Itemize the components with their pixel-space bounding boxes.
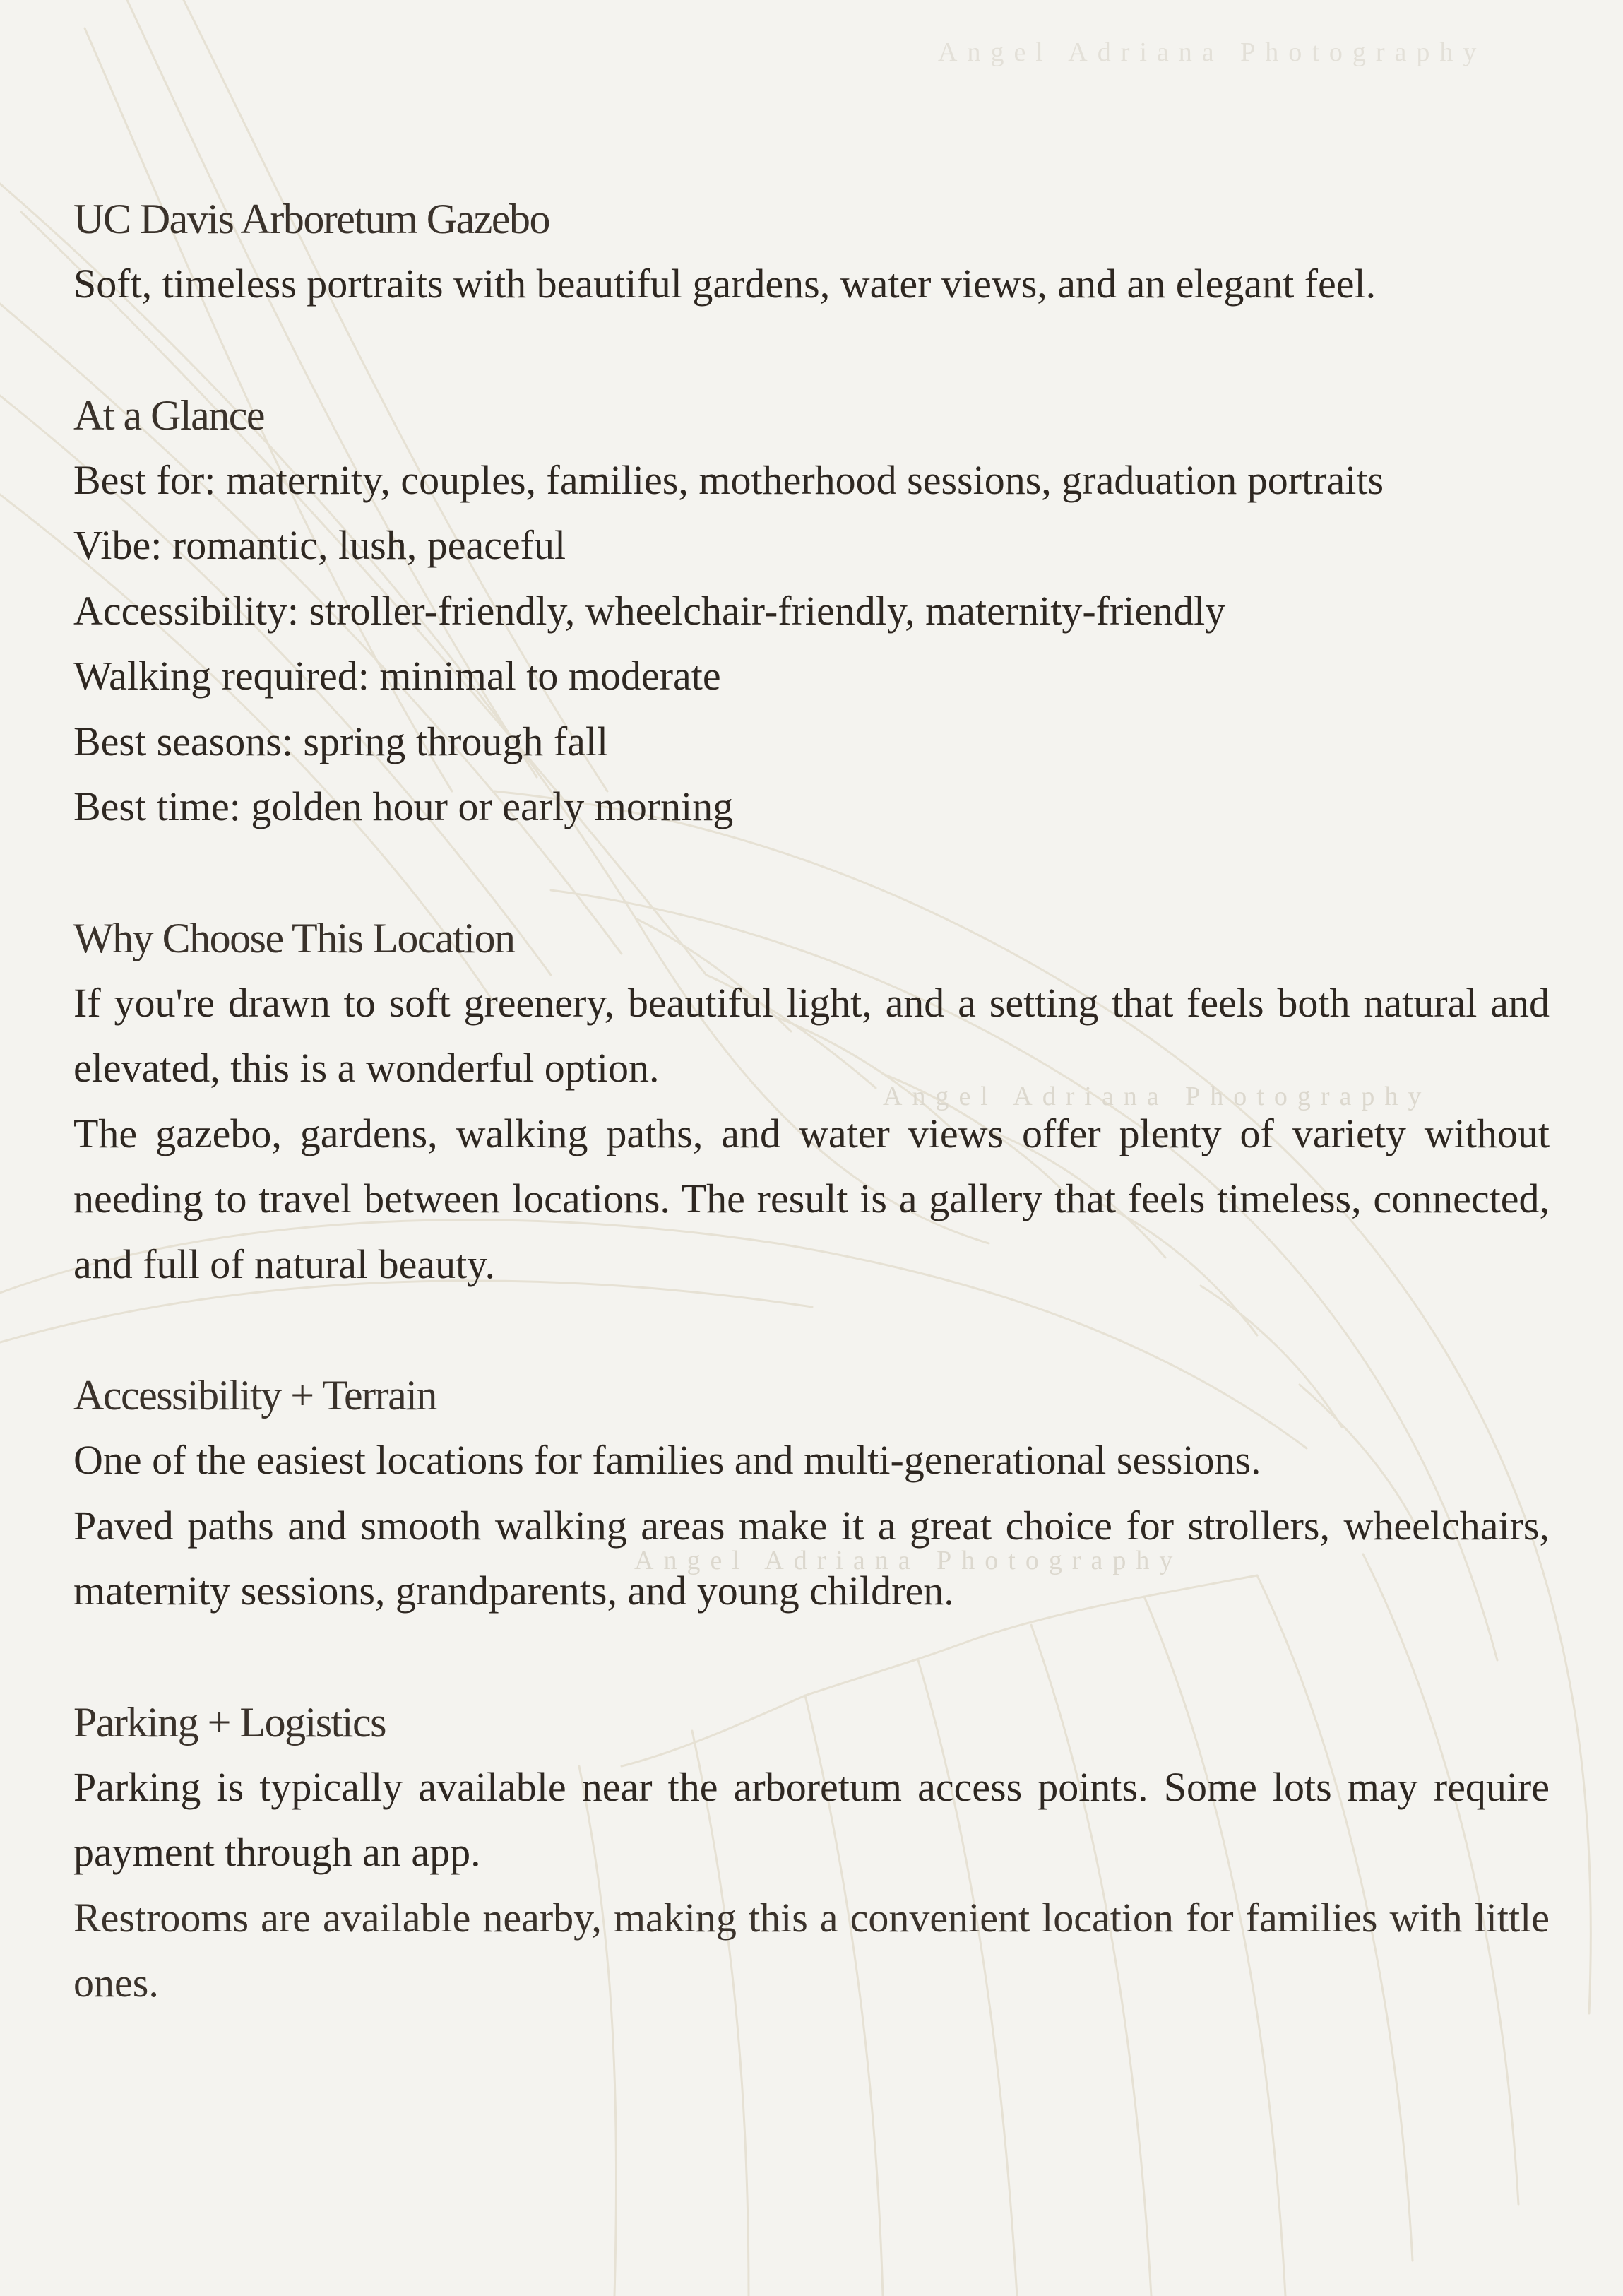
terrain-heading: Accessibility + Terrain (73, 1372, 436, 1419)
glance-item-time: Best time: golden hour or early morning (73, 783, 734, 829)
glance-item-accessibility: Accessibility: stroller-friendly, wheelchair-friendly, maternity-friendly (73, 587, 1226, 634)
why-choose-section (73, 906, 1550, 1298)
parking-paragraph-2: Restrooms are available nearby, making this a convenient location for families with little ones. (73, 1894, 1550, 2006)
location-title: UC Davis Arboretum Gazebo (73, 196, 550, 242)
terrain-paragraph-2: Paved paths and smooth walking areas make it a great choice for strollers, wheelchairs, maternity sessions, grandparents, and young children. (73, 1502, 1550, 1614)
parking-section (73, 1690, 1550, 2016)
guide-content (73, 187, 1550, 2082)
glance-item-best-for: Best for: maternity, couples, families, motherhood sessions, graduation portraits (73, 456, 1384, 503)
watermark-middle: Angel Adriana Photography (883, 1082, 1432, 1111)
watermark-top: Angel Adriana Photography (938, 37, 1487, 67)
terrain-section (73, 1363, 1550, 1624)
why-paragraph-1: If you're drawn to soft greenery, beautiful light, and a setting that feels both natural and elevated, this is a wonderful option. (73, 979, 1550, 1091)
why-choose-heading: Why Choose This Location (73, 914, 515, 961)
glance-item-seasons: Best seasons: spring through fall (73, 718, 609, 764)
parking-heading: Parking + Logistics (73, 1698, 386, 1746)
at-a-glance-heading: At a Glance (73, 391, 265, 439)
location-tagline: Soft, timeless portraits with beautiful gardens, water views, and an elegant feel. (73, 261, 1377, 307)
terrain-paragraph-1: One of the easiest locations for families and multi-generational sessions. (73, 1437, 1261, 1483)
why-paragraph-2: The gazebo, gardens, walking paths, and water views offer plenty of variety without needing to travel between locations. The result is a gallery that feels timeless, connected, and full of natural beauty. (73, 1110, 1550, 1287)
parking-paragraph-1: Parking is typically available near the arboretum access points. Some lots may require payment through an app. (73, 1763, 1550, 1875)
location-intro (73, 187, 1550, 317)
glance-item-walking: Walking required: minimal to moderate (73, 653, 721, 699)
glance-item-vibe: Vibe: romantic, lush, peaceful (73, 522, 566, 568)
watermark-lower: Angel Adriana Photography (634, 1546, 1183, 1575)
at-a-glance-section (73, 383, 1550, 840)
